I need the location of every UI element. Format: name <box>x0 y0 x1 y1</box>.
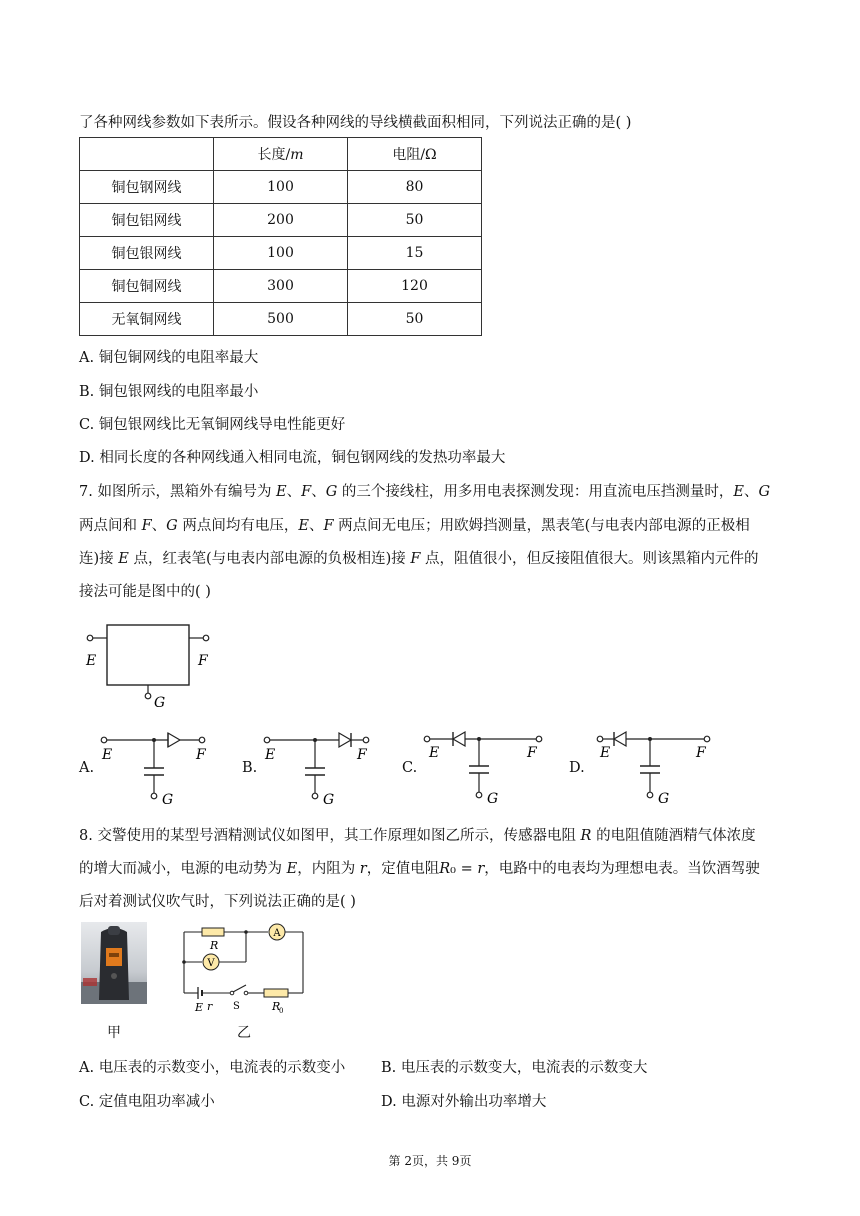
q8-line-3: 后对着测试仪吹气时，下列说法正确的是( ) <box>79 894 356 910</box>
terminal-g-label: G <box>154 695 166 711</box>
diode-icon <box>339 733 351 747</box>
table-cell: 80 <box>348 171 482 204</box>
q8-option-c: C. 定值电阻功率减小 <box>79 1094 215 1110</box>
table-cell: 铜包银网线 <box>80 237 214 270</box>
ammeter-label: A <box>273 928 281 939</box>
terminal-f-label: F <box>196 747 206 763</box>
q7-choice-d-letter: D. <box>569 760 585 776</box>
terminal-e-label: E <box>265 747 276 763</box>
table-row <box>80 270 482 303</box>
table-row <box>80 303 482 336</box>
fixed-resistor-subscript: 0 <box>279 1007 284 1015</box>
q6-intro: 了各种网线参数如下表所示。假设各种网线的导线横截面积相同，下列说法正确的是( ) <box>79 115 632 131</box>
terminal-e-label: E <box>86 653 97 669</box>
table-cell: 500 <box>214 303 348 336</box>
terminal-f-label: F <box>527 745 537 761</box>
diode-icon <box>453 732 465 746</box>
q7-choice-a-circuit <box>100 730 220 810</box>
q7-line-2: 两点间和 𝐹、𝐺 两点间均有电压，𝐸、𝐹 两点间无电压；用欧姆挡测量，黑表笔(与电表内部电源的正极相 <box>79 518 750 534</box>
sensor-resistor <box>202 928 224 936</box>
voltmeter-label: V <box>207 958 215 969</box>
table-cell: 200 <box>214 204 348 237</box>
terminal-f-label: F <box>198 653 208 669</box>
figure-jia-label: 甲 <box>107 1025 121 1041</box>
q6-option-a: A. 铜包铜网线的电阻率最大 <box>79 350 259 366</box>
table-cell: 铜包铜网线 <box>80 270 214 303</box>
q7-choice-b-circuit <box>263 730 383 810</box>
table-row <box>80 204 482 237</box>
q7-choice-c-circuit <box>423 722 553 810</box>
q6-option-b: B. 铜包银网线的电阻率最小 <box>79 384 259 400</box>
wire-params-table <box>79 137 482 336</box>
q7-line-1: 7. 如图所示，黑箱外有编号为 𝐸、𝐹、𝐺 的三个接线柱，用多用电表探测发现：用直流电压挡测量时，𝐸、𝐺 <box>79 484 771 500</box>
alcohol-tester-circuit <box>180 920 310 1015</box>
table-cell: 100 <box>214 237 348 270</box>
table-cell: 无氧铜网线 <box>80 303 214 336</box>
switch-label: S <box>233 1001 240 1012</box>
q6-option-c: C. 铜包银网线比无氧铜网线导电性能更好 <box>79 417 346 433</box>
terminal-g-label: G <box>323 792 335 808</box>
q7-choice-a-letter: A. <box>79 760 95 776</box>
q8-option-b: B. 电压表的示数变大，电流表的示数变大 <box>381 1060 648 1076</box>
table-header-cell <box>80 138 214 171</box>
terminal-e-label: E <box>429 745 440 761</box>
terminal-g-label: G <box>487 791 499 807</box>
terminal-f-label: F <box>357 747 367 763</box>
terminal-e-label: E <box>600 745 611 761</box>
table-header-row <box>80 138 482 171</box>
terminal-e-label: E <box>102 747 113 763</box>
q7-choice-c-letter: C. <box>402 760 418 776</box>
table-header-cell: 电阻/Ω <box>348 138 482 171</box>
terminal-g-label: G <box>162 792 174 808</box>
q8-line-1: 8. 交警使用的某型号酒精测试仪如图甲，其工作原理如图乙所示，传感器电阻 𝑅 的电阻值随酒精气体浓度 <box>79 828 756 844</box>
q7-line-3: 连)接 𝐸 点，红表笔(与电表内部电源的负极相连)接 𝐹 点，阻值很小，但反接阻值很大。则该黑箱内元件的 <box>79 551 759 567</box>
q7-choice-d-circuit <box>592 722 722 810</box>
q7-line-4: 接法可能是图中的( ) <box>79 584 211 600</box>
terminal-g-label: G <box>658 791 670 807</box>
black-box <box>107 625 189 685</box>
table-row <box>80 171 482 204</box>
q7-choice-b-letter: B. <box>242 760 258 776</box>
table-header-cell: 长度/𝑚 <box>214 138 348 171</box>
breathalyzer-photo <box>81 922 147 1004</box>
page-footer: 第 2页，共 9页 <box>388 1154 472 1168</box>
switch-icon <box>233 985 246 992</box>
q8-option-d: D. 电源对外输出功率增大 <box>381 1094 547 1110</box>
table-cell: 铜包钢网线 <box>80 171 214 204</box>
figure-yi-label: 乙 <box>237 1025 251 1041</box>
table-cell: 120 <box>348 270 482 303</box>
fixed-resistor <box>264 989 288 997</box>
table-cell: 15 <box>348 237 482 270</box>
sensor-resistor-label: R <box>210 939 219 952</box>
terminal-f-label: F <box>696 745 706 761</box>
diode-icon <box>168 733 180 747</box>
q8-option-a: A. 电压表的示数变小，电流表的示数变小 <box>79 1060 346 1076</box>
table-cell: 50 <box>348 303 482 336</box>
emf-label: E <box>195 1001 204 1014</box>
fixed-resistor-label: R <box>272 1000 281 1013</box>
q6-option-d: D. 相同长度的各种网线通入相同电流，铜包钢网线的发热功率最大 <box>79 450 506 466</box>
table-cell: 铜包铝网线 <box>80 204 214 237</box>
table-cell: 300 <box>214 270 348 303</box>
table-row <box>80 237 482 270</box>
q8-line-2: 的增大而减小，电源的电动势为 𝐸，内阻为 𝑟，定值电阻𝑅₀ = 𝑟，电路中的电表均为理想电表。当饮酒驾驶 <box>79 861 760 877</box>
internal-resistance-label: r <box>207 1000 213 1013</box>
black-box-figure <box>80 618 220 718</box>
table-cell: 100 <box>214 171 348 204</box>
diode-icon <box>614 732 626 746</box>
table-cell: 50 <box>348 204 482 237</box>
